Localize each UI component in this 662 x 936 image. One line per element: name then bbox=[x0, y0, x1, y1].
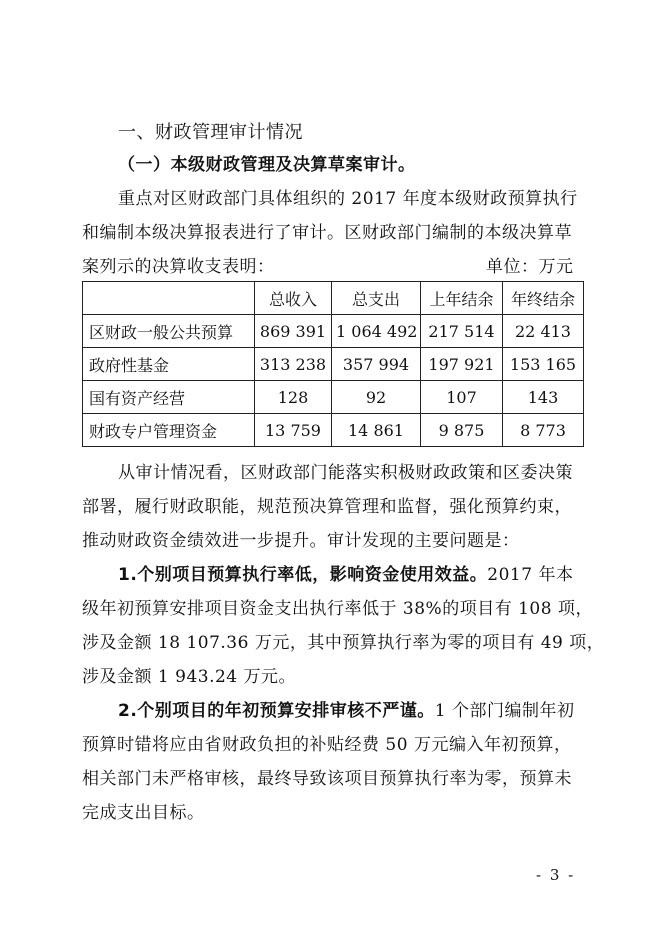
row-label: 国有资产经营 bbox=[83, 381, 255, 414]
table-header-cell: 总支出 bbox=[332, 282, 421, 315]
issue2-line-2: 预算时错将应由省财政负担的补贴经费 50 万元编入年初预算， bbox=[82, 735, 572, 755]
issue2-line-1 bbox=[118, 701, 618, 721]
table-row bbox=[83, 414, 584, 447]
row-label: 财政专户管理资金 bbox=[83, 414, 255, 447]
table-row bbox=[83, 315, 584, 348]
issue1-line-2: 级年初预算安排项目资金支出执行率低于 38%的项目有 108 项， bbox=[82, 599, 593, 619]
table-cell: 92 bbox=[332, 381, 421, 414]
table-cell: 153 165 bbox=[503, 348, 584, 381]
row-label: 区财政一般公共预算 bbox=[83, 315, 255, 348]
issue1-line-1 bbox=[118, 565, 618, 585]
issue1-title: 1.个别项目预算执行率低，影响资金使用效益。 bbox=[118, 565, 488, 585]
table-cell: 357 994 bbox=[332, 348, 421, 381]
table-header-cell: 上年结余 bbox=[421, 282, 503, 315]
unit-label: 单位：万元 bbox=[486, 257, 574, 277]
row-label: 政府性基金 bbox=[83, 348, 255, 381]
page-number: - 3 - bbox=[536, 866, 576, 884]
section-heading: 一、财政管理审计情况 bbox=[118, 122, 303, 143]
findings-line-1: 从审计情况看，区财政部门能落实积极财政政策和区委决策 bbox=[118, 463, 573, 483]
table-cell: 9 875 bbox=[421, 414, 503, 447]
issue2-line-3: 相关部门未严格审核，最终导致该项目预算执行率为零，预算未 bbox=[82, 769, 572, 789]
issue2-title: 2.个别项目的年初预算安排审核不严谨。 bbox=[118, 701, 435, 721]
table-cell: 1 064 492 bbox=[332, 315, 421, 348]
findings-line-2: 部署，履行财政职能，规范预决算管理和监督，强化预算约束， bbox=[82, 497, 572, 517]
intro-line-3: 案列示的决算收支表明： bbox=[82, 257, 275, 277]
table-cell: 869 391 bbox=[255, 315, 332, 348]
table-header-row bbox=[83, 282, 584, 315]
table-header-cell: 年终结余 bbox=[503, 282, 584, 315]
budget-table bbox=[82, 281, 584, 447]
table-cell: 14 861 bbox=[332, 414, 421, 447]
issue2-line-1-tail: 1 个部门编制年初 bbox=[434, 701, 575, 721]
table-cell: 217 514 bbox=[421, 315, 503, 348]
issue1-line-1-tail: 2017 年本 bbox=[487, 565, 574, 585]
table-cell: 13 759 bbox=[255, 414, 332, 447]
intro-line-1: 重点对区财政部门具体组织的 2017 年度本级财政预算执行 bbox=[118, 189, 578, 209]
table-cell: 107 bbox=[421, 381, 503, 414]
table-cell: 22 413 bbox=[503, 315, 584, 348]
findings-line-3: 推动财政资金绩效进一步提升。审计发现的主要问题是： bbox=[82, 531, 520, 551]
table-cell: 197 921 bbox=[421, 348, 503, 381]
table-cell: 313 238 bbox=[255, 348, 332, 381]
table-row bbox=[83, 348, 584, 381]
issue2-line-4: 完成支出目标。 bbox=[82, 803, 205, 823]
table-row bbox=[83, 381, 584, 414]
table-cell: 8 773 bbox=[503, 414, 584, 447]
intro-line-2: 和编制本级决算报表进行了审计。区财政部门编制的本级决算草 bbox=[82, 223, 572, 243]
table-cell: 143 bbox=[503, 381, 584, 414]
table-cell: 128 bbox=[255, 381, 332, 414]
table-header-cell bbox=[83, 282, 255, 315]
subsection-heading: （一）本级财政管理及决算草案审计。 bbox=[118, 155, 416, 175]
issue1-line-4: 涉及金额 1 943.24 万元。 bbox=[82, 667, 297, 687]
issue1-line-3: 涉及金额 18 107.36 万元，其中预算执行率为零的项目有 49 项， bbox=[82, 633, 605, 653]
table-header-cell: 总收入 bbox=[255, 282, 332, 315]
